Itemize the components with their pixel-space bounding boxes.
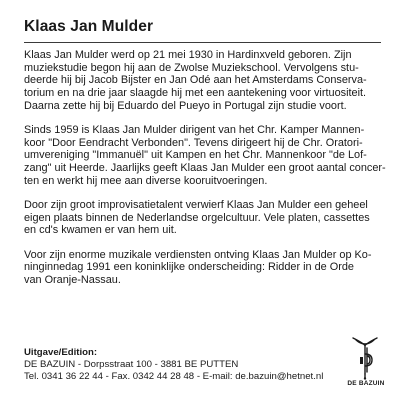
text-line: Voor zijn enorme muzikale verdiensten ontving Klaas Jan Mulder op Ko- <box>24 248 372 261</box>
title-divider <box>24 42 381 43</box>
text-line: deerde hij bij Jacob Bijster en Jan Odé aan het Amsterdams Conserva- <box>24 74 367 87</box>
biography-body <box>24 49 384 298</box>
text-line: koor "Door Eendracht Verbonden". Tevens dirigeert hij de Chr. Oratori- <box>24 136 363 149</box>
text-line: eigen plaats binnen de Nederlandse orgelcultuur. Vele platen, cassettes <box>24 211 370 224</box>
paragraph-honours <box>24 249 384 287</box>
edition-label: Uitgave/Edition: <box>24 347 98 358</box>
text-line: umvereniging "Immanuël" uit Kampen en het Chr. Mannenkoor "de Lof- <box>24 149 367 162</box>
text-line: ten en werkt hij mee aan diverse kooruitvoeringen. <box>24 174 268 187</box>
page-title: Klaas Jan Mulder <box>24 18 154 35</box>
text-line: Door zijn groot improvisatietalent verwierf Klaas Jan Mulder een geheel <box>24 199 368 212</box>
text-line: van Oranje-Nassau. <box>24 274 121 287</box>
text-line: zang" uit Heerde. Jaarlijks geeft Klaas Jan Mulder een groot aantal concer- <box>24 162 386 175</box>
publisher-address: DE BAZUIN - Dorpsstraat 100 - 3881 BE PUTTEN <box>24 358 239 370</box>
text-line: Sinds 1959 is Klaas Jan Mulder dirigent van het Chr. Kamper Mannen- <box>24 124 365 137</box>
publisher-contact: Tel. 0341 36 22 44 - Fax. 0342 44 28 48 - E-mail: de.bazuin@hetnet.nl <box>24 370 324 382</box>
paragraph-studies <box>24 49 384 113</box>
text-line: torium en na drie jaar slaagde hij met een aantekening voor virtuositeit. <box>24 87 367 100</box>
paragraph-conductor <box>24 124 384 188</box>
text-line: ninginnedag 1991 een koninklijke onderscheiding: Ridder in de Orde <box>24 261 354 274</box>
text-line: muziekstudie begon hij aan de Zwolse Muziekschool. Vervolgens stu- <box>24 61 359 74</box>
publisher-footer <box>24 347 344 382</box>
logo-wordmark: DE BAZUIN <box>347 380 385 387</box>
text-line: en cd's kwamen er van hem uit. <box>24 224 177 237</box>
trumpet-icon <box>345 334 385 380</box>
text-line: Klaas Jan Mulder werd op 21 mei 1930 in Hardinxveld geboren. Zijn <box>24 49 352 61</box>
paragraph-improvisation <box>24 199 384 237</box>
text-line: Daarna zette hij bij Eduardo del Pueyo in Portugal zijn studie voort. <box>24 99 347 112</box>
